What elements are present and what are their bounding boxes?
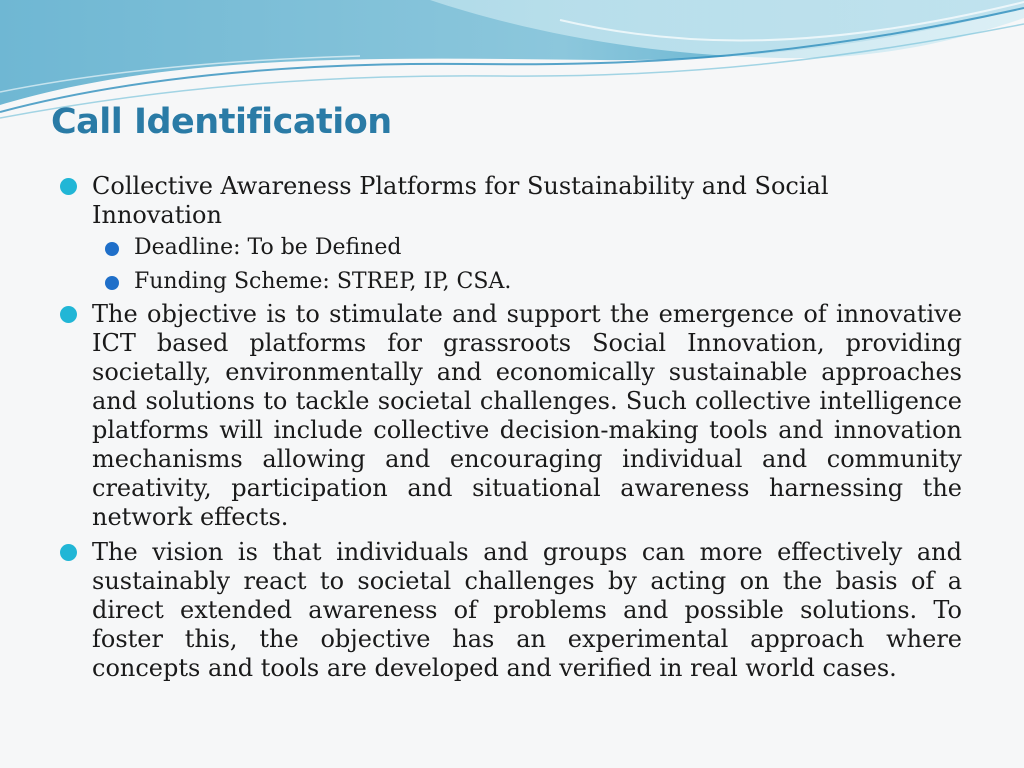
bullet-dot-icon bbox=[60, 544, 77, 561]
sub-bullet-text: Funding Scheme: STREP, IP, CSA. bbox=[134, 269, 512, 294]
list-item bbox=[60, 172, 962, 230]
bullet-text: The objective is to stimulate and support the emergence of innovative ICT based platforms for grassroots Social Innovation, providing societally, environmentally and economically sustainable approaches and solutions to tackle societal challenges. Such collective intelligence platforms will include collective decision-making tools and innovation mechanisms allowing and encouraging individual and community creativity, participation and situational awareness harnessing the network effects. bbox=[92, 300, 962, 531]
sub-list-item bbox=[60, 267, 962, 297]
sub-list-item bbox=[60, 233, 962, 263]
list-item bbox=[60, 300, 962, 532]
slide-content bbox=[60, 172, 962, 683]
sub-bullet-dot-icon bbox=[105, 276, 119, 290]
sub-bullet-dot-icon bbox=[105, 242, 119, 256]
bullet-dot-icon bbox=[60, 178, 77, 195]
slide-title: Call Identification bbox=[51, 102, 392, 142]
list-item bbox=[60, 538, 962, 683]
bullet-text: The vision is that individuals and groups can more effectively and sustainably react to societal challenges by acting on the basis of a direct extended awareness of problems and possible solutions. To foster this, the objective has an experimental approach where concepts and tools are developed and verified in real world cases. bbox=[92, 538, 962, 682]
bullet-dot-icon bbox=[60, 306, 77, 323]
bullet-text: Collective Awareness Platforms for Sustainability and Social Innovation bbox=[92, 172, 829, 229]
sub-bullet-text: Deadline: To be Defined bbox=[134, 235, 402, 260]
